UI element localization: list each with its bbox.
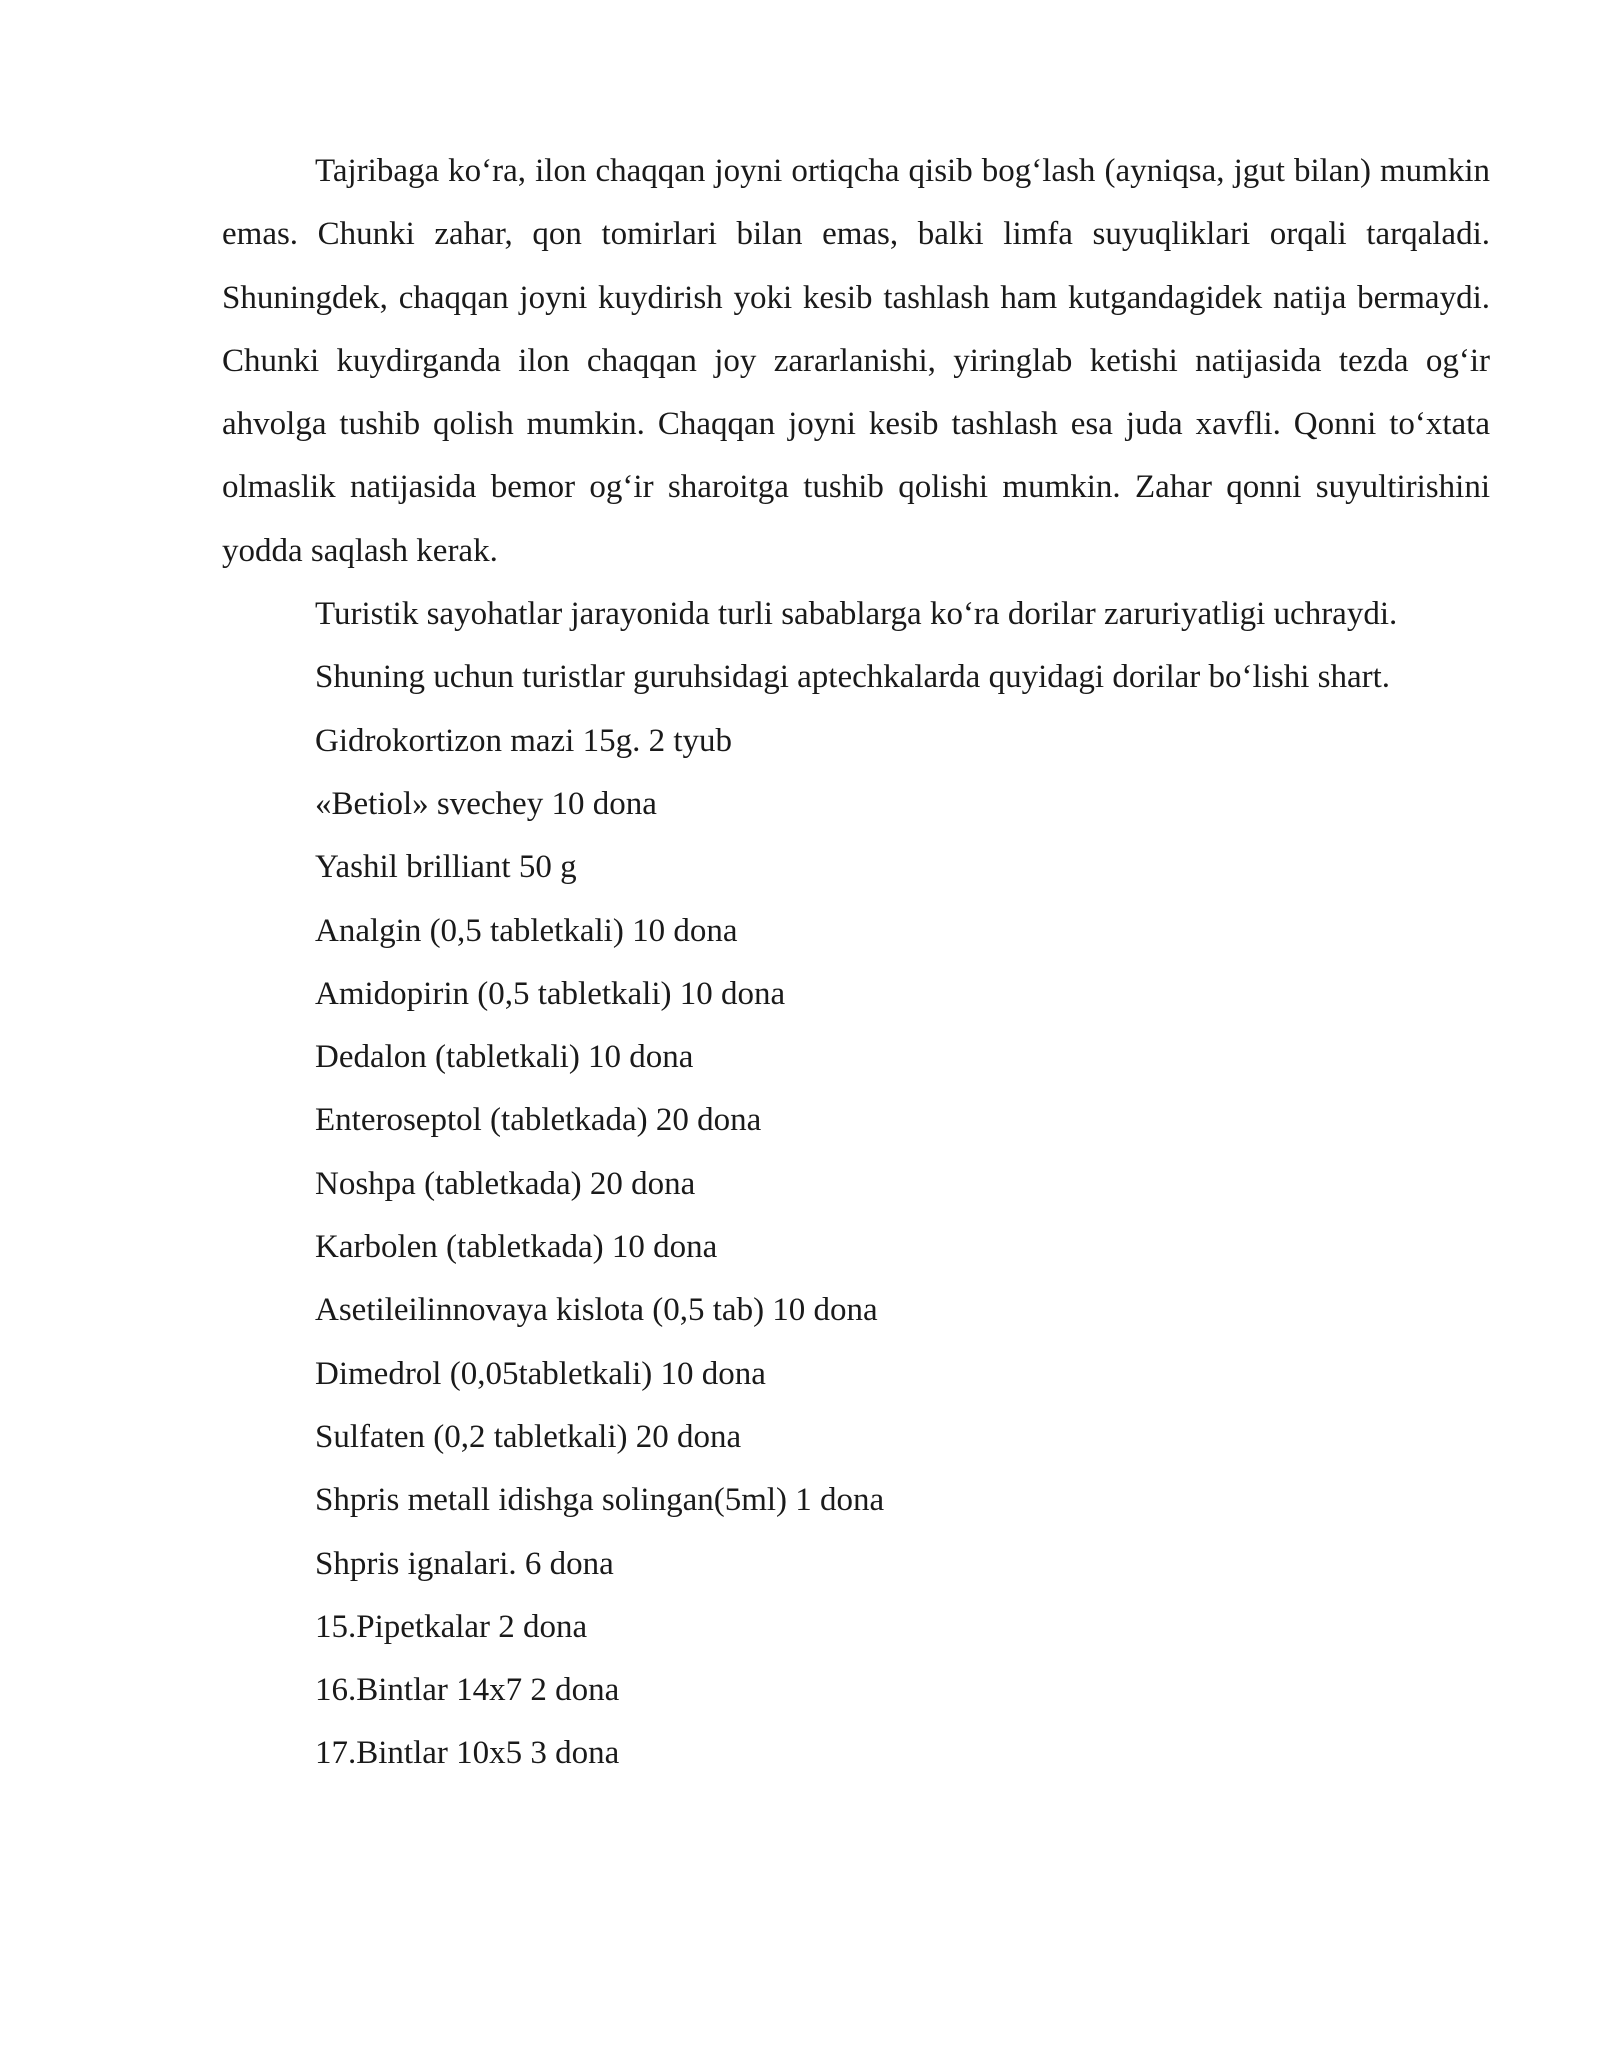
list-item: 17.Bintlar 10x5 3 dona — [315, 1735, 620, 1772]
list-item: Analgin (0,5 tabletkali) 10 dona — [315, 912, 738, 949]
list-item: Sulfaten (0,2 tabletkali) 20 dona — [315, 1418, 742, 1455]
paragraph-medicine-need: Turistik sayohatlar jarayonida turli sabablarga ko‘ra dorilar zaruriyatligi uchraydi. — [315, 596, 1398, 633]
paragraph-snakebite-advice: Tajribaga ko‘ra, ilon chaqqan joyni ortiqcha qisib bog‘lash (ayniqsa, jgut bilan) mumkin emas. Chunki zahar, qon tomirlari bilan emas, balki limfa suyuqliklari orqali tarqaladi. Shuningdek, chaqqan joyni kuydirish yoki kesib tashlash ham kutgandagidek natija bermaydi. Chunki kuydirganda ilon chaqqan joy zararlanishi, yiringlab ketishi natijasida tezda og‘ir ahvolga tushib qolish mumkin. Chaqqan joyni kesib tashlash esa juda xavfli. Qonni to‘xtata olmaslik natijasida bemor og‘ir sharoitga tushib qolishi mumkin. Zahar qonni suyultirishini yodda saqlash kerak. — [222, 153, 1490, 569]
list-item: Shpris metall idishga solingan(5ml) 1 dona — [315, 1482, 885, 1519]
list-item: Gidrokortizon mazi 15g. 2 tyub — [315, 722, 733, 759]
list-item: Yashil brilliant 50 g — [315, 849, 577, 886]
list-item: Karbolen (tabletkada) 10 dona — [315, 1229, 718, 1266]
list-item: Amidopirin (0,5 tabletkali) 10 dona — [315, 975, 786, 1012]
list-item: Dimedrol (0,05tabletkali) 10 dona — [315, 1355, 766, 1392]
list-item: Noshpa (tabletkada) 20 dona — [315, 1165, 696, 1202]
list-item: Asetileilinnovaya kislota (0,5 tab) 10 dona — [315, 1292, 878, 1329]
list-item: 16.Bintlar 14x7 2 dona — [315, 1672, 620, 1709]
list-item: Enteroseptol (tabletkada) 20 dona — [315, 1102, 762, 1139]
list-item: Dedalon (tabletkali) 10 dona — [315, 1039, 694, 1076]
document-page — [222, 140, 1490, 1786]
list-item: 15.Pipetkalar 2 dona — [315, 1608, 588, 1645]
list-item: «Betiol» svechey 10 dona — [315, 785, 657, 822]
medicine-list — [222, 710, 1490, 1786]
paragraph-first-aid-kit-intro: Shuning uchun turistlar guruhsidagi aptechkalarda quyidagi dorilar bo‘lishi shart. — [315, 659, 1391, 696]
list-item: Shpris ignalari. 6 dona — [315, 1545, 614, 1582]
